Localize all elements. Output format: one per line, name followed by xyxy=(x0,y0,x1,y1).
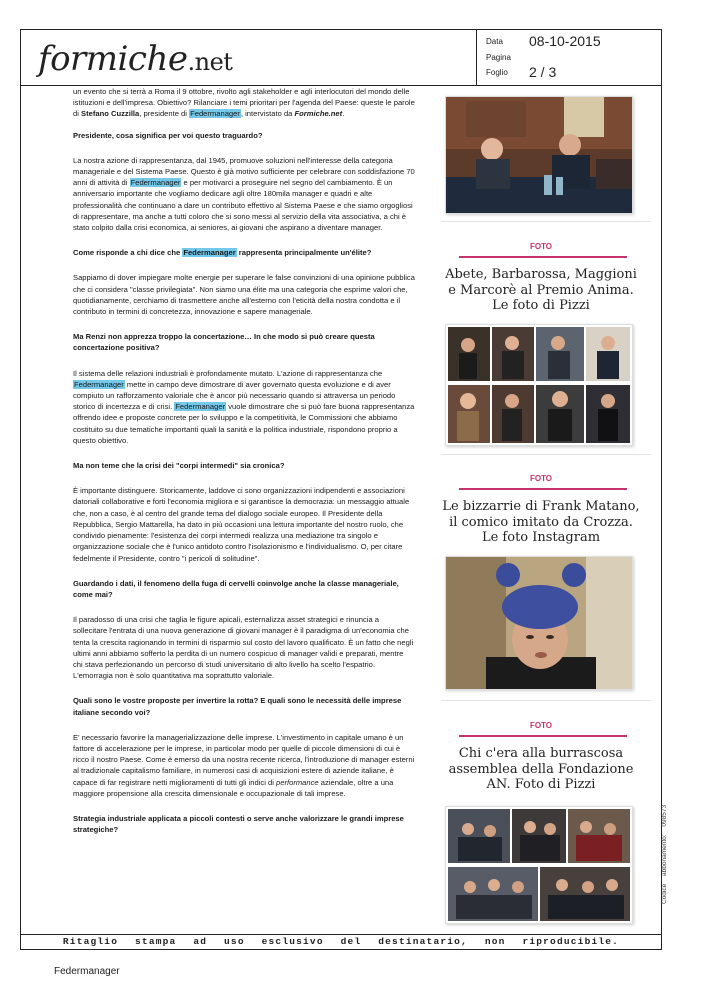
answer-4: È importante distinguere. Storicamente, laddove ci sono organizzazioni indipendenti e associazioni datoriali collaborative e forti l'economia migliora e si garantisce la democrazia: un messaggio attuale che, non a caso, è al centro del grande tema del dialogo sociale europeo. Il Presidente della Repubblica, Sergio Mattarella, ha dato in più occasioni una lettura importante del nostro ruolo, che condivido pienamente: l'esistenza dei corpi intermedi realizza una mediazione tra singolo e organizzazione sociale che è l'unico antidoto contro l'isolazionismo e l'individualismo. O, per citare fedelmente il Presidente, contro "i pericoli di solitudine". xyxy=(73,486,410,563)
question-7: Strategia industriale applicata a piccoli contesti o serve anche valorizzare le grandi imprese strategiche? xyxy=(73,813,404,835)
text: performance xyxy=(276,777,319,787)
photo-frank-matano[interactable] xyxy=(445,556,633,690)
photo-premio-anima[interactable] xyxy=(445,324,633,446)
text: , intervistato da xyxy=(240,109,295,119)
text: Come risponde a chi dice che xyxy=(73,248,183,258)
text: aziendale, oltre a una maggiore propensione alla crescita dimensionale e occupazionale di tali imprese. xyxy=(73,777,394,798)
federmanager-highlight[interactable]: Federmanager xyxy=(183,248,236,258)
divider xyxy=(441,221,651,222)
divider xyxy=(441,454,651,455)
text: rappresenta principalmente un'élite? xyxy=(236,248,372,258)
footer-notice: Ritaglio stampa ad uso esclusivo del destinatario, non riproducibile. xyxy=(20,934,662,950)
federmanager-highlight[interactable]: Federmanager xyxy=(74,379,124,389)
text: La nostra azione di rappresentanza, dal 1945, promuove soluzioni nell'interesse della categoria manageriale e del Sistema Paese. Questo è già motivo sufficiente per celebrare con soddisfazione 70 anni di attività di xyxy=(73,155,415,188)
conference-photo-image xyxy=(446,97,632,213)
question-5: Guardando i dati, il fenomeno della fuga di cervelli coinvolge anche la classe manageriale, come mai? xyxy=(73,578,399,599)
federmanager-highlight[interactable]: Federmanager xyxy=(175,402,226,412)
text: vuole dimostrare che si può fare buona rappresentanza offrendo idee e proposte concrete per lo sviluppo e la competitività, le Commissioni che abbiamo costituito su due tematiche importanti quali la sanità e la politica industriale, rispondono proprio a questo obiettivo. xyxy=(73,402,415,445)
subscription-code: Codice abbonamento: 098573 xyxy=(661,804,668,904)
logo-area xyxy=(20,29,476,86)
fondazione-an-collage xyxy=(446,807,632,923)
caption-fondazione-an[interactable]: Chi c'era alla burrascosa assemblea della Fondazione AN. Foto di Pizzi xyxy=(448,746,634,792)
foto-tag-1: FOTO xyxy=(529,242,553,251)
meta-label-foglio: Foglio xyxy=(486,68,508,77)
premio-anima-collage xyxy=(446,325,632,445)
federmanager-highlight[interactable]: Federmanager xyxy=(190,109,240,119)
question-3: Ma Renzi non apprezza troppo la concertazione… In che modo si può creare questa concertazione positiva? xyxy=(73,332,375,353)
foto-tag-2: FOTO xyxy=(529,474,553,483)
caption-frank-matano[interactable]: Le bizzarrie di Frank Matano, il comico imitato da Crozza. Le foto Instagram xyxy=(442,499,640,545)
clipping-content xyxy=(20,86,662,934)
answer-1 xyxy=(73,155,415,233)
logo-tld: .net xyxy=(187,48,233,76)
question-2 xyxy=(73,247,415,258)
meta-box xyxy=(476,29,662,86)
meta-label-data: Data xyxy=(486,37,503,46)
meta-value-foglio: 2 / 3 xyxy=(529,64,557,80)
foto-accent-line xyxy=(459,488,627,490)
logo-main: formiche xyxy=(38,39,188,79)
publication-name: Formiche.net xyxy=(294,109,343,119)
question-1: Presidente, cosa significa per voi questo traguardo? xyxy=(73,130,263,140)
answer-6 xyxy=(73,732,415,799)
answer-2: Sappiamo di dover impiegare molte energie per superare le false convinzioni di una opinione pubblica che ci considera "classe privilegiata". Non siamo una élite ma una categoria che esprime valori che, quotidianamente, cerchiamo di trasmettere anche all'esterno con l'eticità della nostra condotta e il contributo in termini di concretezza, innovazione e sapere manageriale. xyxy=(73,273,415,317)
intro-paragraph xyxy=(73,86,415,120)
divider xyxy=(441,700,651,701)
answer-5: Il paradosso di una crisi che taglia le figure apicali, esternalizza asset strategici e rinuncia a sollecitare l'entrata di una nuova generazione di giovani manager è il paradigma di un'economia che tenta la crescita ragionando in termini di risparmio sul costo del lavoro qualificato. È un fatto che negli ultimi anni abbiamo sofferto la perdita di un numero cospicuo di manager validi e preparati, mentre chi stava perfezionando un percorso di studi universitario di alto livello ha scelto l'espatrio. L'emorragia non è solo quantitativa ma soprattutto valoriale. xyxy=(73,615,414,681)
text: , presidente di xyxy=(139,109,190,119)
photo-conference-panel[interactable] xyxy=(445,96,633,214)
caption-premio-anima[interactable]: Abete, Barbarossa, Maggioni e Marcorè al Premio Anima. Le foto di Pizzi xyxy=(445,267,637,313)
question-4: Ma non teme che la crisi dei "corpi intermedi" sia cronica? xyxy=(73,461,285,471)
meta-value-data: 08-10-2015 xyxy=(529,33,601,49)
frank-matano-image xyxy=(446,557,632,689)
foto-accent-line xyxy=(459,735,627,737)
question-6: Quali sono le vostre proposte per invertire la rotta? E quali sono le necessità delle imprese italiane secondo voi? xyxy=(73,696,402,717)
text: un evento che si terrà a Roma il 9 ottobre, rivolto agli stakeholder e agli interlocutori del mondo delle istituzioni e dell'impresa. Obiettivo? Rilanciare i temi prioritari per l'agenda del Paese: queste le parole di xyxy=(73,87,415,119)
foto-accent-line xyxy=(459,256,627,258)
foto-tag-3: FOTO xyxy=(529,721,553,730)
text: Il sistema delle relazioni industriali è profondamente mutato. L'azione di rappresentanza che xyxy=(73,368,383,378)
text: . xyxy=(342,109,345,119)
interviewee-name: Stefano Cuzzilla xyxy=(81,109,140,119)
client-label: Federmanager xyxy=(54,966,120,977)
answer-3 xyxy=(73,368,415,446)
text: e per motivarci a proseguire nel segno del cambiamento. È un anniversario importante che vogliamo dedicare agli oltre 180mila manager e quadri e alte professionalità che continuano a dare un contributo effettivo al Sistema Paese e che siamo orgogliosi di rappresentare, ma anche a tutti coloro che si sono messi al servizio della vita associativa, a chi è stato colpito dalla crisi economica, ai seniores, ai giovani che aspirano a diventare manager. xyxy=(73,178,413,233)
photo-fondazione-an[interactable] xyxy=(445,806,633,924)
federmanager-highlight[interactable]: Federmanager xyxy=(130,178,181,188)
text: mette in campo deve dimostrare di aver governato questa evoluzione e di aver compiuto un rafforzamento valoriale che è ancor più necessario quando si attraversa un periodo storico di incertezza e di crisi. xyxy=(73,379,396,412)
formiche-logo[interactable] xyxy=(38,39,232,79)
meta-label-pagina: Pagina xyxy=(486,53,511,62)
article-body xyxy=(73,86,415,845)
text: E' necessario favorire la managerializzazione delle imprese. L'investimento in capitale umano è un fattore di accelerazione per le imprese, in particolar modo per quelle di piccole dimensioni di cui è ricco il nostro Paese. Come è emerso da una nostra recente ricerca, l'introduzione di manager esterni al tradizionale capitalismo familiare, in numerosi casi di acquisizioni estere di aziende italiane, è capace di far registrare netti miglioramenti di tutti gli indici di xyxy=(73,732,415,787)
